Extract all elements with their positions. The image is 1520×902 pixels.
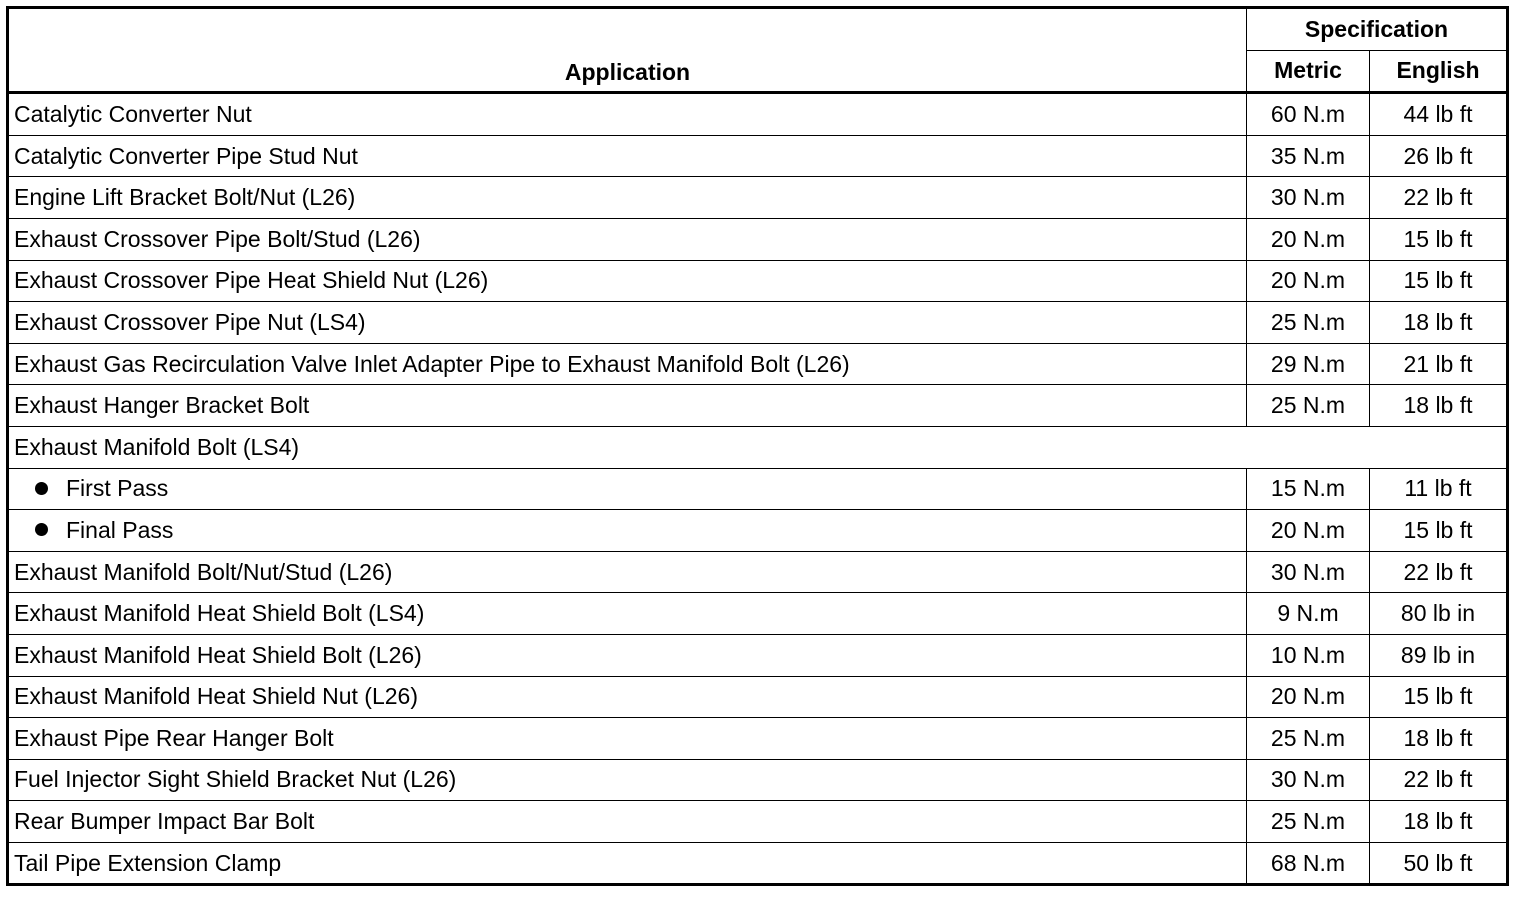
metric-value: 30 N.m [1247, 759, 1370, 801]
application-cell [8, 676, 1247, 718]
english-value: 21 lb ft [1370, 343, 1508, 385]
english-value: 18 lb ft [1370, 801, 1508, 843]
application-label: Exhaust Manifold Heat Shield Bolt (LS4) [14, 600, 425, 627]
application-label: Final Pass [66, 516, 174, 543]
table-row [8, 801, 1508, 843]
table-row [8, 218, 1508, 260]
application-cell [8, 593, 1247, 635]
table-row [8, 676, 1508, 718]
english-value: 50 lb ft [1370, 842, 1508, 885]
table-row [8, 343, 1508, 385]
metric-value: 29 N.m [1247, 343, 1370, 385]
metric-header: Metric [1247, 50, 1370, 93]
metric-value: 25 N.m [1247, 718, 1370, 760]
table-row [8, 551, 1508, 593]
application-cell [8, 510, 1247, 552]
table-row [8, 385, 1508, 427]
english-value: 11 lb ft [1370, 468, 1508, 510]
english-value: 22 lb ft [1370, 551, 1508, 593]
spec-table-container [6, 6, 1509, 886]
application-cell [8, 551, 1247, 593]
table-row [8, 302, 1508, 344]
application-cell [8, 93, 1247, 136]
metric-value: 20 N.m [1247, 510, 1370, 552]
metric-value: 9 N.m [1247, 593, 1370, 635]
table-row [8, 177, 1508, 219]
table-row [8, 510, 1508, 552]
bullet-icon [35, 523, 48, 536]
table-row [8, 842, 1508, 885]
application-header: Application [8, 8, 1247, 93]
english-value: 15 lb ft [1370, 676, 1508, 718]
application-label: Catalytic Converter Pipe Stud Nut [14, 142, 358, 169]
application-label: Exhaust Manifold Bolt/Nut/Stud (L26) [14, 558, 393, 585]
metric-value: 60 N.m [1247, 93, 1370, 136]
application-cell [8, 801, 1247, 843]
metric-value: 25 N.m [1247, 385, 1370, 427]
english-value: 80 lb in [1370, 593, 1508, 635]
application-cell [8, 177, 1247, 219]
application-label: Engine Lift Bracket Bolt/Nut (L26) [14, 184, 356, 211]
application-label: Exhaust Manifold Heat Shield Bolt (L26) [14, 641, 422, 668]
table-body [8, 93, 1508, 885]
application-cell [8, 426, 1508, 468]
application-cell [8, 218, 1247, 260]
english-value: 89 lb in [1370, 634, 1508, 676]
metric-value: 10 N.m [1247, 634, 1370, 676]
table-row [8, 593, 1508, 635]
table-row [8, 718, 1508, 760]
application-label: Exhaust Manifold Bolt (LS4) [14, 433, 300, 460]
english-value: 15 lb ft [1370, 260, 1508, 302]
application-label: Tail Pipe Extension Clamp [14, 849, 282, 876]
metric-value: 20 N.m [1247, 218, 1370, 260]
english-value: 15 lb ft [1370, 510, 1508, 552]
metric-value: 25 N.m [1247, 801, 1370, 843]
application-cell [8, 718, 1247, 760]
metric-value: 30 N.m [1247, 177, 1370, 219]
application-cell [8, 634, 1247, 676]
metric-value: 20 N.m [1247, 260, 1370, 302]
metric-value: 35 N.m [1247, 135, 1370, 177]
english-value: 26 lb ft [1370, 135, 1508, 177]
application-cell [8, 468, 1247, 510]
header-row-top [8, 8, 1508, 51]
application-label: Exhaust Crossover Pipe Bolt/Stud (L26) [14, 225, 421, 252]
english-value: 18 lb ft [1370, 302, 1508, 344]
application-label: Exhaust Pipe Rear Hanger Bolt [14, 724, 334, 751]
table-row [8, 93, 1508, 136]
metric-value: 15 N.m [1247, 468, 1370, 510]
application-cell [8, 759, 1247, 801]
application-label: First Pass [66, 475, 169, 502]
metric-value: 30 N.m [1247, 551, 1370, 593]
table-group-row [8, 426, 1508, 468]
application-cell [8, 385, 1247, 427]
metric-value: 25 N.m [1247, 302, 1370, 344]
fastener-spec-table [6, 6, 1509, 886]
table-row [8, 135, 1508, 177]
application-label: Exhaust Hanger Bracket Bolt [14, 392, 310, 419]
english-value: 15 lb ft [1370, 218, 1508, 260]
specification-header: Specification [1247, 8, 1508, 51]
application-label: Exhaust Crossover Pipe Heat Shield Nut (L26) [14, 267, 489, 294]
metric-value: 20 N.m [1247, 676, 1370, 718]
application-cell [8, 343, 1247, 385]
english-value: 18 lb ft [1370, 385, 1508, 427]
application-cell [8, 135, 1247, 177]
application-cell [8, 842, 1247, 885]
table-row [8, 759, 1508, 801]
table-row [8, 468, 1508, 510]
application-label: Exhaust Manifold Heat Shield Nut (L26) [14, 683, 418, 710]
table-header [8, 8, 1508, 93]
application-label: Catalytic Converter Nut [14, 100, 252, 127]
application-label: Exhaust Crossover Pipe Nut (LS4) [14, 308, 366, 335]
english-header: English [1370, 50, 1508, 93]
application-label: Fuel Injector Sight Shield Bracket Nut (L26) [14, 766, 457, 793]
table-row [8, 260, 1508, 302]
table-row [8, 634, 1508, 676]
metric-value: 68 N.m [1247, 842, 1370, 885]
english-value: 18 lb ft [1370, 718, 1508, 760]
bullet-icon [35, 482, 48, 495]
application-label: Rear Bumper Impact Bar Bolt [14, 808, 315, 835]
english-value: 44 lb ft [1370, 93, 1508, 136]
application-cell [8, 302, 1247, 344]
english-value: 22 lb ft [1370, 177, 1508, 219]
english-value: 22 lb ft [1370, 759, 1508, 801]
application-cell [8, 260, 1247, 302]
application-label: Exhaust Gas Recirculation Valve Inlet Adapter Pipe to Exhaust Manifold Bolt (L26) [14, 350, 850, 377]
